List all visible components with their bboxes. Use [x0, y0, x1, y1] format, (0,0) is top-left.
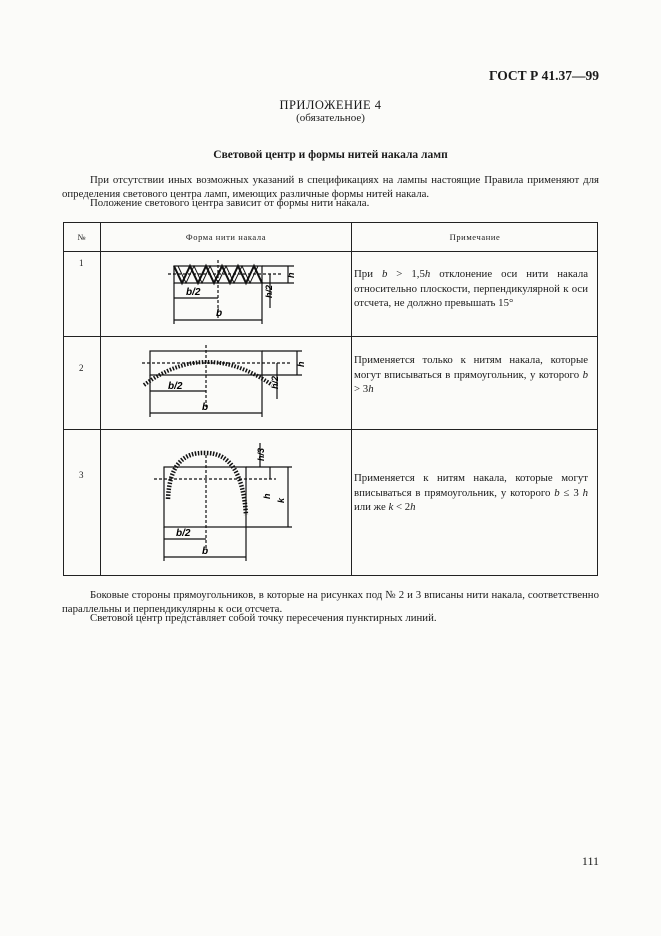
outro-paragraph-1: Боковые стороны прямоугольников, в которые на рисунках под № 2 и 3 вписаны нити накала, соответственно параллельны и перпендикулярны к оси отсчета. [62, 589, 599, 615]
label-half-b-1: b/2 [186, 287, 201, 298]
label-half-h-1: h/2 [264, 284, 274, 298]
column-header-number: № [77, 232, 87, 242]
section-heading: Световой центр и формы нитей накала ламп [213, 149, 448, 161]
filament-diagram-1 [164, 258, 304, 330]
label-h-1: h [286, 272, 296, 278]
row-note-2: Применяется только к нитям накала, которые могут вписываться в прямоугольник, у которого b > 3h [354, 354, 588, 395]
label-k-3: k [276, 497, 286, 503]
row-note-3: Применяется к нитям накала, которые могут вписываться в прямоугольник, у которого b ≤ 3 h или же k < 2h [354, 472, 588, 513]
row-number-1: 1 [79, 258, 84, 268]
filament-diagram-2 [142, 345, 317, 421]
page-number: 111 [581, 854, 599, 868]
column-header-note: Примечание [449, 232, 501, 242]
intro-paragraph-2: Положение светового центра зависит от формы нити накала. [90, 197, 370, 209]
row-number-3: 3 [79, 470, 84, 480]
document-standard-header: ГОСТ Р 41.37—99 [488, 68, 599, 83]
outro-paragraph-2: Световой центр представляет собой точку пересечения пунктирных линий. [90, 612, 437, 624]
label-h-2: h [296, 361, 306, 367]
appendix-title: ПРИЛОЖЕНИЕ 4 [279, 98, 382, 112]
label-half-b-3: b/2 [176, 528, 191, 539]
appendix-subtitle: (обязательное) [296, 112, 365, 124]
filament-forms-table [63, 222, 598, 576]
label-half-h-2: h/2 [270, 375, 280, 389]
label-half-b-2: b/2 [168, 381, 183, 392]
filament-diagram-3 [150, 437, 310, 567]
row-number-2: 2 [79, 363, 84, 373]
row-note-1: При b > 1,5h отклонение оси нити накала относительно плоскости, перпендикулярной к оси отсчета, не должно превышать 15° [354, 268, 588, 309]
label-h-3: h [262, 493, 272, 499]
label-third-h-3: h/3 [256, 447, 266, 461]
label-b-3: b [202, 546, 209, 557]
label-b-1: b [216, 308, 223, 319]
column-header-form: Форма нити накала [185, 232, 267, 242]
intro-paragraph-1: При отсутствии иных возможных указаний в спецификациях на лампы настоящие Правила применяют для определения светового центра ламп, имеющих различные формы нитей накала. [62, 174, 599, 200]
label-b-2: b [202, 402, 209, 413]
